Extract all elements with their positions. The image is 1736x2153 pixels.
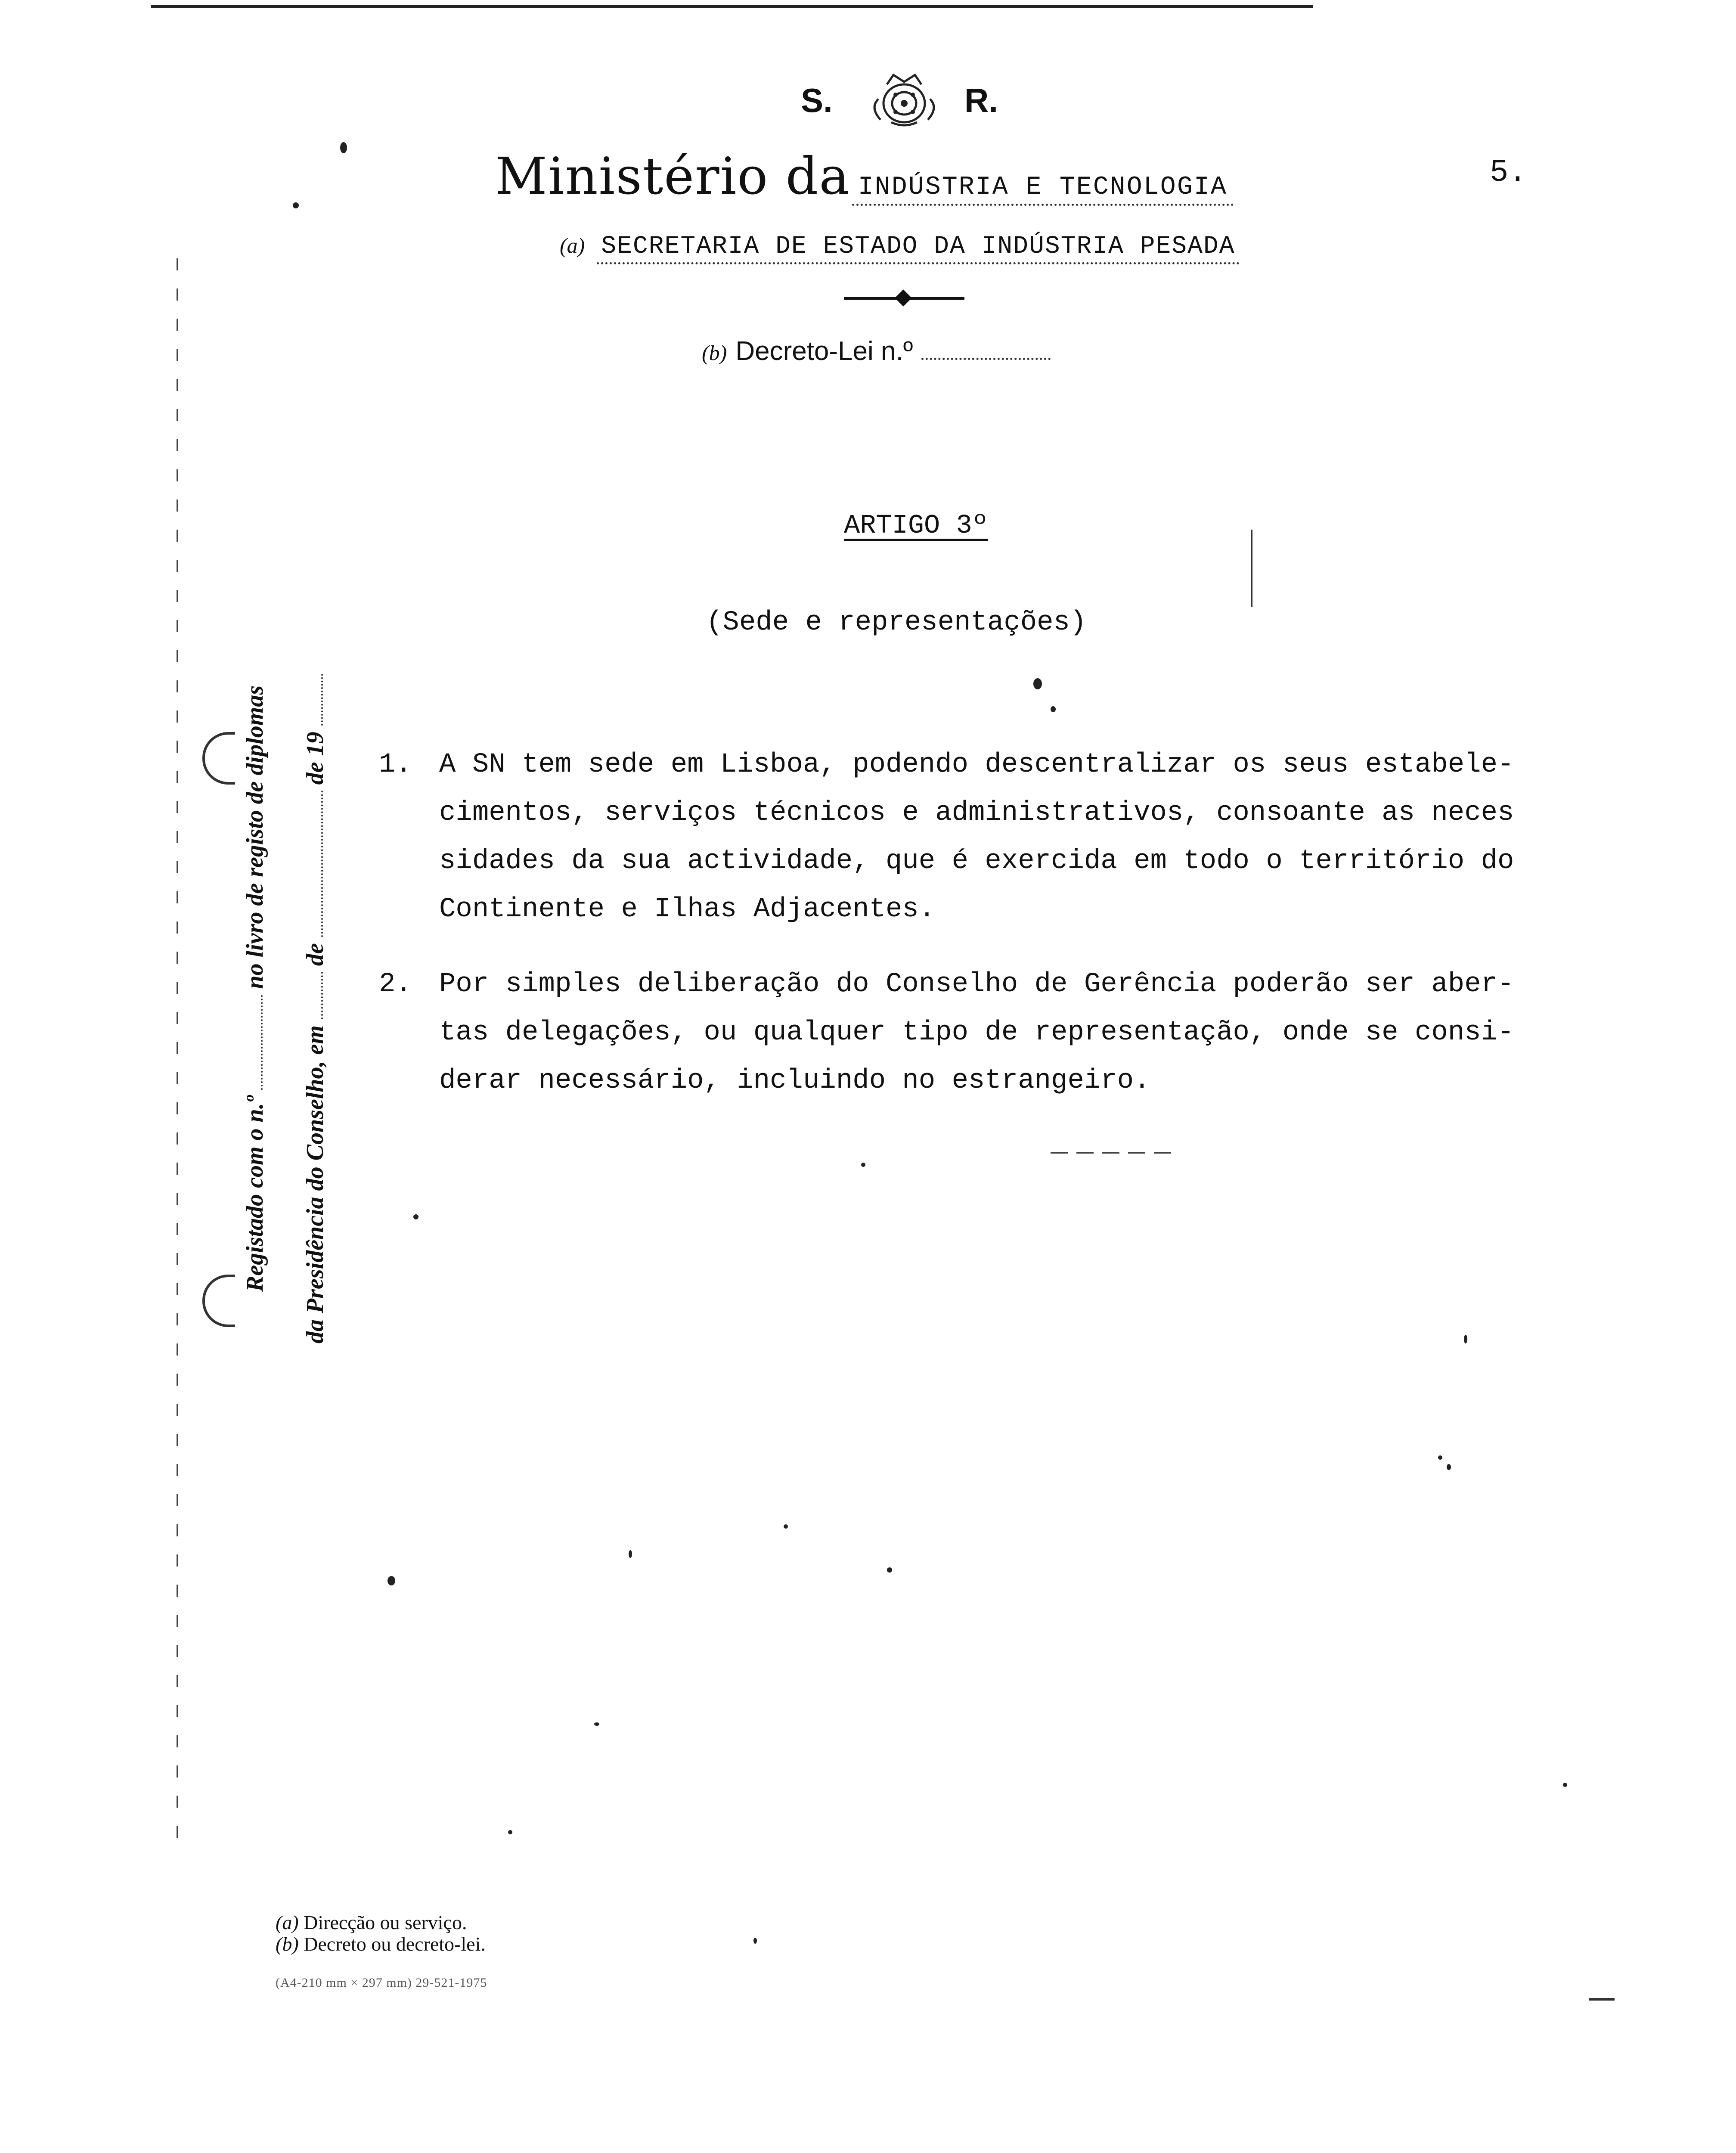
ministry-label: Ministério da	[495, 146, 850, 206]
paragraph-number: 2.	[379, 969, 412, 1000]
paragraph-2	[379, 960, 1593, 1105]
registration-stamp-line-2	[301, 674, 329, 1343]
footnote-b	[276, 1933, 486, 1955]
print-code: (A4-210 mm × 297 mm) 29-521-1975	[276, 1976, 487, 1990]
speck	[861, 1163, 865, 1167]
secretariat-value: SECRETARIA DE ESTADO DA INDÚSTRIA PESADA	[597, 233, 1239, 264]
decree-label: (b)	[702, 341, 727, 365]
paragraph-line: Por simples deliberação do Conselho de Gerência poderão ser aber-	[439, 969, 1514, 1000]
speck	[1563, 1783, 1567, 1787]
secretariat-line	[560, 233, 1240, 261]
registration-blank	[304, 791, 323, 937]
ministry-value: INDÚSTRIA E TECNOLOGIA	[852, 173, 1234, 206]
ornament-diamond-icon	[895, 289, 912, 307]
paragraph-line: A SN tem sede em Lisboa, podendo descentralizar os seus estabele-	[439, 749, 1514, 780]
speck	[887, 1567, 892, 1573]
registration-blank	[304, 674, 323, 726]
speck	[629, 1550, 632, 1558]
decree-number-blank	[921, 358, 1051, 360]
speck	[784, 1524, 788, 1529]
margin-bracket	[202, 732, 235, 785]
speck	[1438, 1455, 1442, 1460]
stray-mark	[1051, 1152, 1171, 1154]
registration-text: de 19	[302, 732, 329, 785]
speck	[388, 1576, 395, 1585]
registration-text: no livro de registo de diplomas	[242, 685, 268, 989]
paragraph-1	[379, 741, 1593, 934]
speck	[340, 142, 347, 153]
speck	[594, 1722, 599, 1726]
paragraph-line: cimentos, serviços técnicos e administrativos, consoante as neces	[439, 797, 1514, 828]
coat-of-arms-icon	[861, 69, 947, 129]
speck	[413, 1214, 418, 1219]
decree-text: Decreto-Lei n.º	[735, 336, 913, 366]
speck	[293, 202, 299, 208]
speck	[1033, 678, 1042, 689]
top-rule	[151, 5, 1313, 8]
registration-text: da Presidência do Conselho, em	[302, 1025, 329, 1343]
paragraph-line: Continente e Ilhas Adjacentes.	[439, 894, 936, 925]
article-title: ARTIGO 3º	[844, 510, 988, 541]
speck	[1447, 1464, 1451, 1470]
letterhead-sr	[801, 69, 1042, 129]
speck	[1051, 706, 1056, 712]
speck	[753, 1938, 757, 1944]
secretariat-label: (a)	[560, 233, 585, 257]
margin-bracket	[202, 1275, 235, 1327]
paragraph-number: 1.	[379, 749, 412, 780]
paragraph-line: tas delegações, ou qualquer tipo de representação, onde se consi-	[439, 1017, 1514, 1048]
footnotes	[276, 1912, 486, 1955]
footnote-text: Direcção ou serviço.	[304, 1911, 467, 1933]
ministry-line	[495, 146, 1313, 206]
footnote-label: (b)	[276, 1933, 299, 1955]
paragraph-line: sidades da sua actividade, que é exercida em todo o território do	[439, 846, 1514, 877]
s-letter: S.	[801, 81, 833, 119]
footnote-a	[276, 1912, 486, 1933]
decree-line	[702, 336, 1051, 366]
footnote-text: Decreto ou decreto-lei.	[304, 1933, 486, 1955]
margin-mark	[1251, 530, 1252, 607]
corner-mark	[1589, 1998, 1615, 2001]
page-number: 5.	[1490, 155, 1527, 190]
registration-blank	[304, 972, 323, 1019]
article-subtitle: (Sede e representações)	[706, 607, 1087, 638]
registration-text: Registado com o n.º	[242, 1095, 268, 1292]
r-letter: R.	[964, 81, 998, 119]
speck	[1464, 1335, 1467, 1343]
footnote-label: (a)	[276, 1911, 299, 1933]
speck	[508, 1830, 512, 1834]
registration-blank	[244, 995, 263, 1090]
binding-margin	[177, 258, 178, 1852]
registration-text: de	[302, 943, 329, 966]
paragraph-line: derar necessário, incluindo no estrangeiro.	[439, 1065, 1150, 1096]
registration-stamp-line-1	[241, 686, 269, 1292]
